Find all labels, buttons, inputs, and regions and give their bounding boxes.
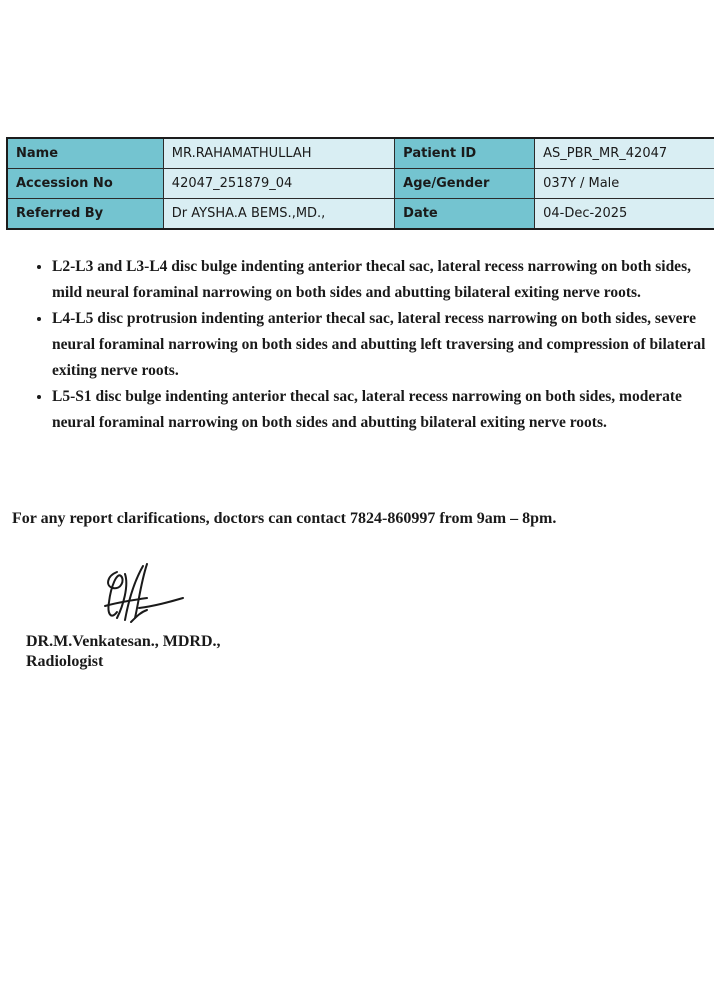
accession-value: 42047_251879_04	[163, 169, 394, 199]
age-gender-value: 037Y / Male	[535, 169, 714, 199]
date-value: 04-Dec-2025	[535, 199, 714, 230]
contact-note: For any report clarifications, doctors can contact 7824-860997 from 9am – 8pm.	[12, 510, 557, 527]
radiologist-signature-block	[26, 632, 221, 672]
finding-item: • L5-S1 disc bulge indenting anterior thecal sac, lateral recess narrowing on both sides, moderate neural foraminal narrowing on both sides and abutting bilateral exiting nerve roots.	[52, 384, 714, 436]
accession-label: Accession No	[7, 169, 163, 199]
finding-item: • L4-L5 disc protrusion indenting anterior thecal sac, lateral recess narrowing on both sides, severe neural foraminal narrowing on both sides and abutting left traversing and compression of bilateral exiting nerve roots.	[52, 306, 714, 384]
patient-id-label: Patient ID	[395, 138, 535, 169]
table-row	[7, 138, 714, 169]
date-label: Date	[395, 199, 535, 230]
findings-list	[30, 254, 714, 436]
patient-id-value: AS_PBR_MR_42047	[535, 138, 714, 169]
age-gender-label: Age/Gender	[395, 169, 535, 199]
finding-item: • L2-L3 and L3-L4 disc bulge indenting anterior thecal sac, lateral recess narrowing on both sides, mild neural foraminal narrowing on both sides and abutting bilateral exiting nerve roots.	[52, 254, 714, 306]
radiologist-title: Radiologist	[26, 653, 104, 670]
table-row	[7, 169, 714, 199]
referred-by-label: Referred By	[7, 199, 163, 230]
radiologist-name: DR.M.Venkatesan., MDRD.,	[26, 633, 221, 650]
table-row	[7, 199, 714, 230]
referred-by-value: Dr AYSHA.A BEMS.,MD.,	[163, 199, 394, 230]
name-label: Name	[7, 138, 163, 169]
signature-icon	[95, 562, 195, 632]
name-value: MR.RAHAMATHULLAH	[163, 138, 394, 169]
patient-info-table	[6, 137, 714, 230]
